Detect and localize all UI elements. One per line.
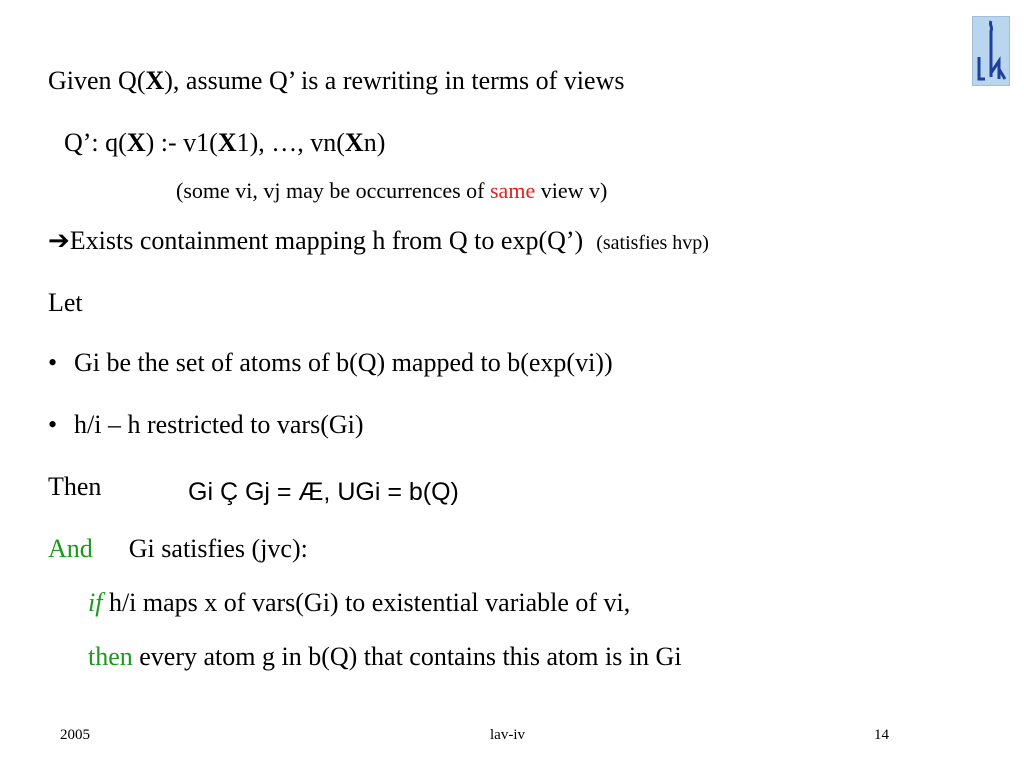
partition-formula: Gi Ç Gj = Æ, UGi = b(Q) (188, 478, 459, 506)
let-heading: Let (48, 288, 83, 317)
list-item: • h/i – h restricted to vars(Gi) (48, 410, 364, 439)
then-condition-line: then every atom g in b(Q) that contains this atom is in Gi (88, 642, 682, 671)
arrow-icon: ➔ (48, 226, 70, 255)
page-number: 14 (874, 727, 889, 743)
list-item: • Gi be the set of atoms of b(Q) mapped to b(exp(vi)) (48, 348, 613, 377)
containment-mapping-line: ➔Exists containment mapping h from Q to exp(Q’) (satisfies hvp) (48, 226, 709, 255)
bullet-icon: • (48, 348, 58, 377)
institution-logo-icon (972, 16, 1010, 86)
if-condition-line: if h/i maps x of vars(Gi) to existential variable of vi, (88, 588, 631, 617)
intro-line: Given Q(X), assume Q’ is a rewriting in terms of views (48, 66, 625, 95)
footer-year: 2005 (60, 727, 90, 743)
bullet-icon: • (48, 410, 58, 439)
rewriting-definition: Q’: q(X) :- v1(X1), …, vn(Xn) (64, 128, 386, 157)
and-line: And Gi satisfies (jvc): (48, 534, 308, 563)
footer-title: lav-iv (490, 727, 525, 743)
occurrence-note: (some vi, vj may be occurrences of same view v) (176, 178, 608, 203)
then-heading: Then (48, 472, 102, 501)
